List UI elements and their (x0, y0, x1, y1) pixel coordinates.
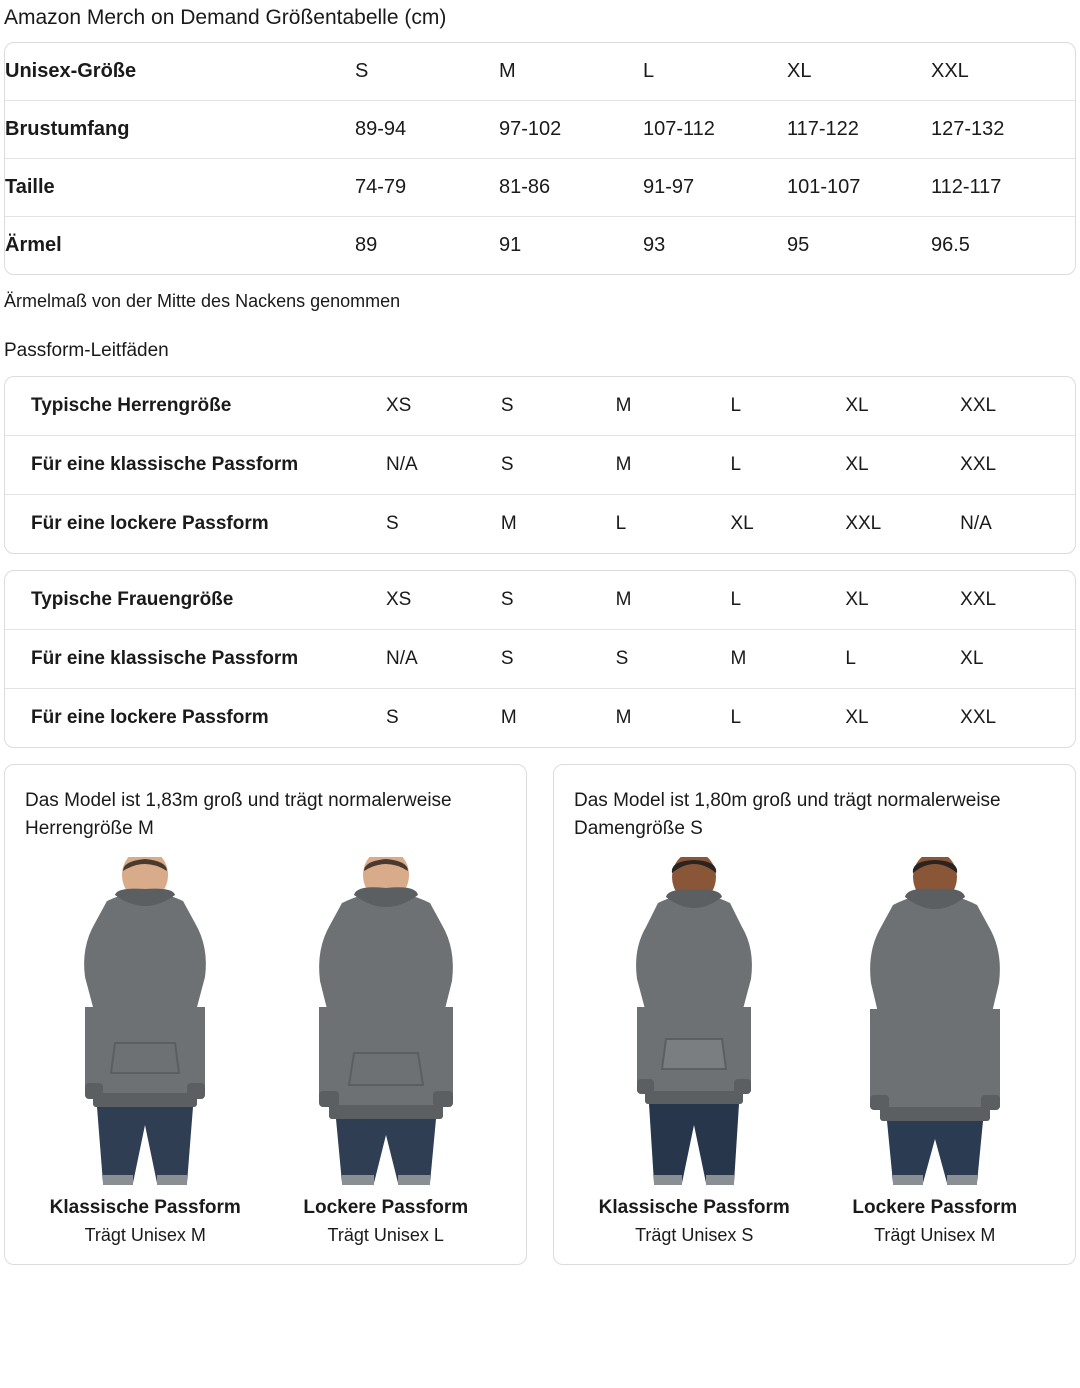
womens-relaxed-2: M (615, 707, 632, 728)
womens-relaxed-0: S (386, 707, 399, 728)
mens-typical-1: S (501, 377, 616, 436)
sleeve-s: 89 (355, 234, 378, 256)
male-relaxed-wears: Trägt Unisex L (327, 1225, 444, 1245)
female-relaxed-hoodie-illustration (835, 857, 1035, 1187)
womens-relaxed-3: L (730, 707, 742, 728)
mens-classic-2: M (616, 436, 731, 495)
male-classic-fit-label: Klassische Passform (49, 1197, 241, 1218)
table-row (5, 689, 1075, 748)
waist-m: 81-86 (499, 159, 643, 217)
male-model-card (4, 764, 527, 1265)
row-label-sleeve: Ärmel (5, 234, 62, 256)
female-relaxed-wears: Trägt Unisex M (874, 1225, 996, 1245)
sleeve-xl: 95 (787, 234, 810, 256)
size-table-header-xxl: XXL (931, 43, 1075, 101)
female-model-caption: Das Model ist 1,80m groß und trägt normalerweise Damengröße S (574, 790, 1001, 839)
mens-relaxed-2: L (615, 513, 627, 534)
womens-fit-table (5, 571, 1075, 747)
mens-typical-2: M (616, 377, 731, 436)
male-figures (25, 857, 506, 1246)
mens-classic-0: N/A (386, 436, 501, 495)
male-relaxed-figure (270, 857, 501, 1246)
male-relaxed-hoodie-illustration (286, 857, 486, 1187)
table-row (5, 101, 1075, 159)
mens-classic-4: XL (845, 436, 960, 495)
female-classic-figure (579, 857, 810, 1246)
womens-classic-5: XL (960, 630, 1075, 689)
table-row (5, 159, 1075, 217)
model-cards (4, 764, 1076, 1265)
chest-xl: 117-122 (787, 101, 931, 159)
chest-m: 97-102 (499, 101, 643, 159)
size-table-card (4, 42, 1076, 275)
womens-relaxed-4: XL (845, 707, 869, 728)
male-classic-wears: Trägt Unisex M (84, 1225, 206, 1245)
female-relaxed-figure (819, 857, 1050, 1246)
table-row (5, 630, 1075, 689)
row-label-chest: Brustumfang (5, 101, 355, 159)
female-classic-hoodie-illustration (594, 857, 794, 1187)
sleeve-xxl: 96.5 (931, 234, 970, 256)
womens-typical-0: XS (386, 571, 501, 630)
womens-classic-0: N/A (386, 630, 501, 689)
womens-classic-3: M (730, 630, 845, 689)
male-classic-figure (30, 857, 261, 1246)
table-row (5, 495, 1075, 554)
mens-fit-table (5, 377, 1075, 553)
waist-l: 91-97 (643, 159, 787, 217)
size-table-header-s: S (355, 43, 499, 101)
womens-typical-5: XXL (960, 571, 1075, 630)
size-table-header-label: Unisex-Größe (5, 43, 355, 101)
row-label-waist: Taille (5, 159, 355, 217)
mens-relaxed-3: XL (730, 513, 754, 534)
womens-typical-1: S (501, 571, 616, 630)
womens-classic-label: Für eine klassische Passform (5, 630, 386, 689)
female-classic-wears: Trägt Unisex S (635, 1225, 754, 1245)
waist-s: 74-79 (355, 159, 499, 217)
mens-relaxed-1: M (500, 513, 517, 534)
mens-typical-0: XS (386, 377, 501, 436)
womens-relaxed-label: Für eine lockere Passform (31, 707, 269, 728)
size-table-header-xl: XL (787, 43, 931, 101)
mens-relaxed-label: Für eine lockere Passform (31, 513, 269, 534)
womens-classic-4: L (845, 630, 960, 689)
table-row (5, 43, 1075, 101)
male-classic-hoodie-illustration (45, 857, 245, 1187)
female-figures (574, 857, 1055, 1246)
size-table (5, 43, 1075, 274)
chest-s: 89-94 (355, 101, 499, 159)
sleeve-l: 93 (643, 234, 666, 256)
womens-typical-label: Typische Frauengröße (5, 571, 386, 630)
mens-typical-3: L (730, 377, 845, 436)
female-classic-fit-label: Klassische Passform (598, 1197, 790, 1218)
mens-typical-label: Typische Herrengröße (5, 377, 386, 436)
mens-relaxed-4: XXL (845, 513, 882, 534)
table-row (5, 571, 1075, 630)
female-relaxed-fit-label: Lockere Passform (852, 1197, 1018, 1218)
mens-relaxed-5: N/A (960, 513, 992, 534)
womens-classic-1: S (501, 630, 616, 689)
size-table-header-m: M (499, 43, 643, 101)
womens-classic-2: S (616, 630, 731, 689)
sleeve-measurement-note: Ärmelmaß von der Mitte des Nackens genommen (4, 291, 401, 311)
female-model-card (553, 764, 1076, 1265)
page-title: Amazon Merch on Demand Größentabelle (cm) (4, 6, 447, 29)
male-relaxed-fit-label: Lockere Passform (303, 1197, 469, 1218)
womens-relaxed-1: M (500, 707, 517, 728)
mens-classic-label: Für eine klassische Passform (5, 436, 386, 495)
mens-fit-card (4, 376, 1076, 554)
womens-fit-card (4, 570, 1076, 748)
mens-classic-3: L (730, 436, 845, 495)
mens-classic-5: XXL (960, 436, 1075, 495)
male-model-caption: Das Model ist 1,83m groß und trägt normalerweise Herrengröße M (25, 790, 452, 839)
table-row (5, 377, 1075, 436)
size-table-header-l: L (643, 43, 787, 101)
chest-l: 107-112 (643, 101, 787, 159)
table-row (5, 217, 1075, 275)
waist-xl: 101-107 (787, 159, 931, 217)
mens-typical-4: XL (845, 377, 960, 436)
womens-typical-2: M (616, 571, 731, 630)
mens-classic-1: S (501, 436, 616, 495)
mens-relaxed-0: S (386, 513, 399, 534)
waist-xxl: 112-117 (931, 159, 1075, 217)
sleeve-m: 91 (499, 234, 522, 256)
womens-typical-3: L (730, 571, 845, 630)
mens-typical-5: XXL (960, 377, 1075, 436)
chest-xxl: 127-132 (931, 101, 1075, 159)
womens-relaxed-5: XXL (960, 707, 997, 728)
table-row (5, 436, 1075, 495)
womens-typical-4: XL (845, 571, 960, 630)
fit-guides-label: Passform-Leitfäden (4, 340, 169, 361)
